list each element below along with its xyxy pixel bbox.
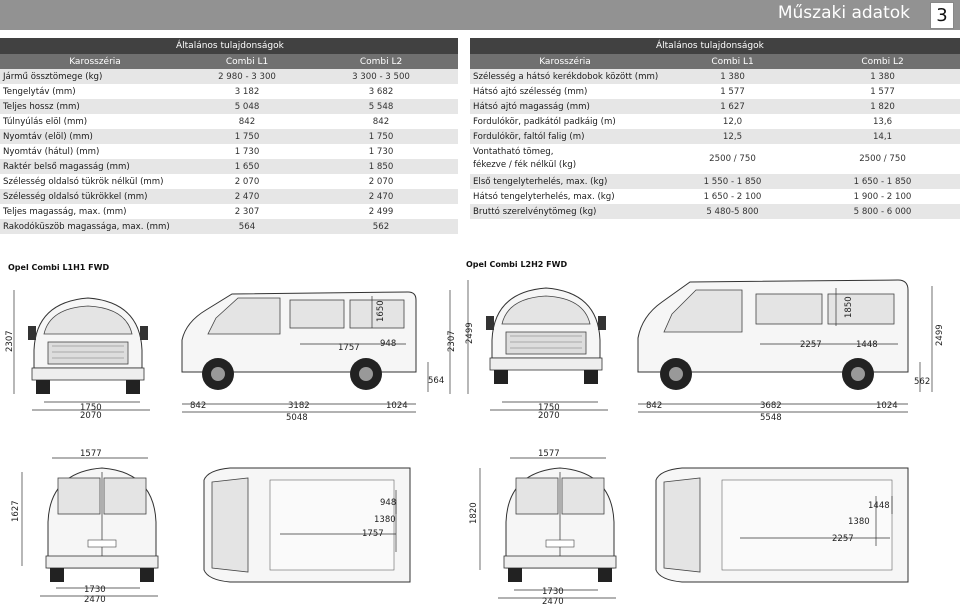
left-col-header: Karosszéria xyxy=(0,54,190,69)
dim-label: 5048 xyxy=(286,413,308,423)
row-label: Túlnyúlás elöl (mm) xyxy=(0,114,190,129)
dim-label: 842 xyxy=(646,401,663,411)
row-label: Szélesség a hátsó kerékdobok között (mm) xyxy=(470,69,660,84)
dim-label: 3182 xyxy=(288,401,310,411)
dim-label: 1757 xyxy=(362,529,384,539)
l2-top-view xyxy=(656,468,908,582)
row-value: 2500 / 750 xyxy=(660,144,805,174)
row-label: Jármű össztömege (kg) xyxy=(0,69,190,84)
dim-label: 1650 xyxy=(376,300,386,322)
row-value: 2 980 - 3 300 xyxy=(190,69,304,84)
page-number: 3 xyxy=(930,2,954,29)
row-value: 1 820 xyxy=(805,99,960,114)
row-label: Hátsó ajtó szélesség (mm) xyxy=(470,84,660,99)
row-label: Rakodóküszöb magassága, max. (mm) xyxy=(0,219,190,234)
row-value: 1 750 xyxy=(190,129,304,144)
row-value: 842 xyxy=(304,114,458,129)
dim-label: 2070 xyxy=(80,411,102,421)
row-value: 1 380 xyxy=(660,69,805,84)
l1-top-view xyxy=(204,468,410,582)
row-label: Nyomtáv (hátul) (mm) xyxy=(0,144,190,159)
dim-label: 1820 xyxy=(469,502,479,524)
dim-label: 2257 xyxy=(800,340,822,350)
page-title: Műszaki adatok xyxy=(777,3,910,23)
row-value: 5 800 - 6 000 xyxy=(805,204,960,219)
row-value: 1 730 xyxy=(304,144,458,159)
dim-label: 1757 xyxy=(338,343,360,353)
row-value: 1 900 - 2 100 xyxy=(805,189,960,204)
dim-label: 1024 xyxy=(876,401,898,411)
dim-label: 562 xyxy=(914,377,931,387)
row-value: 842 xyxy=(190,114,304,129)
row-value: 5 480-5 800 xyxy=(660,204,805,219)
row-value: 3 182 xyxy=(190,84,304,99)
row-value: 13,6 xyxy=(805,114,960,129)
left-section-title: Általános tulajdonságok xyxy=(0,38,458,54)
row-value: 3 300 - 3 500 xyxy=(304,69,458,84)
row-value: 5 048 xyxy=(190,99,304,114)
dim-label: 948 xyxy=(380,339,397,349)
row-value: 564 xyxy=(190,219,304,234)
dim-label: 1024 xyxy=(386,401,408,411)
row-value: 2 470 xyxy=(304,189,458,204)
row-value: 3 682 xyxy=(304,84,458,99)
l1-front-view xyxy=(5,290,150,421)
dim-label: 2070 xyxy=(538,411,560,421)
l2-front-view xyxy=(447,280,608,421)
dim-label: 2257 xyxy=(832,534,854,544)
row-value: 2 307 xyxy=(190,204,304,219)
row-label: Hátsó tengelyterhelés, max. (kg) xyxy=(470,189,660,204)
drawing-label-l2: Opel Combi L2H2 FWD xyxy=(466,260,568,269)
dim-label: 5548 xyxy=(760,413,782,423)
row-label: Hátsó ajtó magasság (mm) xyxy=(470,99,660,114)
dim-label: 2307 xyxy=(5,330,15,352)
row-value: 1 380 xyxy=(805,69,960,84)
row-value: 1 577 xyxy=(805,84,960,99)
dim-label: 1730 xyxy=(542,587,564,597)
dim-label: 1380 xyxy=(374,515,396,525)
row-label-line: fékezve / fék nélkül (kg) xyxy=(473,160,577,170)
row-label: Szélesség oldalsó tükrökkel (mm) xyxy=(0,189,190,204)
drawing-label-l1: Opel Combi L1H1 FWD xyxy=(8,263,110,272)
l2-rear-view xyxy=(469,449,616,607)
row-value: 12,5 xyxy=(660,129,805,144)
row-value: 1 650 xyxy=(190,159,304,174)
dim-label: 842 xyxy=(190,401,207,411)
row-value: 2 470 xyxy=(190,189,304,204)
l1-rear-view xyxy=(11,449,158,605)
row-label: Fordulókör, faltól falig (m) xyxy=(470,129,660,144)
dim-label: 2470 xyxy=(84,595,106,605)
row-value: 1 577 xyxy=(660,84,805,99)
row-label: Nyomtáv (elöl) (mm) xyxy=(0,129,190,144)
dim-label: 564 xyxy=(428,376,445,386)
row-value: 1 850 xyxy=(304,159,458,174)
row-value: 1 627 xyxy=(660,99,805,114)
l1-side-view xyxy=(182,292,444,423)
left-col-header: Combi L2 xyxy=(304,54,458,69)
row-label: Szélesség oldalsó tükrök nélkül (mm) xyxy=(0,174,190,189)
dim-label: 1750 xyxy=(538,403,560,413)
row-label: Raktér belső magasság (mm) xyxy=(0,159,190,174)
row-value: 2500 / 750 xyxy=(805,144,960,174)
dim-label: 1380 xyxy=(848,517,870,527)
row-value: 2 070 xyxy=(190,174,304,189)
dim-label: 2470 xyxy=(542,597,564,607)
right-col-header: Combi L1 xyxy=(660,54,805,69)
dim-label: 3682 xyxy=(760,401,782,411)
row-label: Fordulókör, padkától padkáig (m) xyxy=(470,114,660,129)
dim-label: 1577 xyxy=(538,449,560,459)
row-label: Bruttó szerelvénytömeg (kg) xyxy=(470,204,660,219)
dim-label: 2307 xyxy=(447,330,457,352)
row-value: 562 xyxy=(304,219,458,234)
dim-label: 1627 xyxy=(11,500,21,522)
row-value: 1 650 - 2 100 xyxy=(660,189,805,204)
right-col-header: Combi L2 xyxy=(805,54,960,69)
right-section-title: Általános tulajdonságok xyxy=(470,38,960,54)
dim-label: 1730 xyxy=(84,585,106,595)
dim-label: 1850 xyxy=(844,296,854,318)
dim-label: 1577 xyxy=(80,449,102,459)
row-value: 12,0 xyxy=(660,114,805,129)
row-value: 1 730 xyxy=(190,144,304,159)
row-value: 1 750 xyxy=(304,129,458,144)
row-label: Első tengelyterhelés, max. (kg) xyxy=(470,174,660,189)
row-value: 2 499 xyxy=(304,204,458,219)
row-value: 1 650 - 1 850 xyxy=(805,174,960,189)
row-label: Teljes magasság, max. (mm) xyxy=(0,204,190,219)
dim-label: 2499 xyxy=(935,324,945,346)
dim-label: 948 xyxy=(380,498,397,508)
row-label-line: Vontatható tömeg, xyxy=(473,147,554,157)
left-col-header: Combi L1 xyxy=(190,54,304,69)
row-value: 1 550 - 1 850 xyxy=(660,174,805,189)
row-label: Tengelytáv (mm) xyxy=(0,84,190,99)
row-value: 5 548 xyxy=(304,99,458,114)
row-label: Teljes hossz (mm) xyxy=(0,99,190,114)
l2-side-view xyxy=(638,280,945,423)
row-value: 14,1 xyxy=(805,129,960,144)
dim-label: 1448 xyxy=(856,340,878,350)
right-col-header: Karosszéria xyxy=(470,54,660,69)
row-value: 2 070 xyxy=(304,174,458,189)
dim-label: 1750 xyxy=(80,403,102,413)
dim-label: 1448 xyxy=(868,501,890,511)
dim-label: 2499 xyxy=(465,322,475,344)
